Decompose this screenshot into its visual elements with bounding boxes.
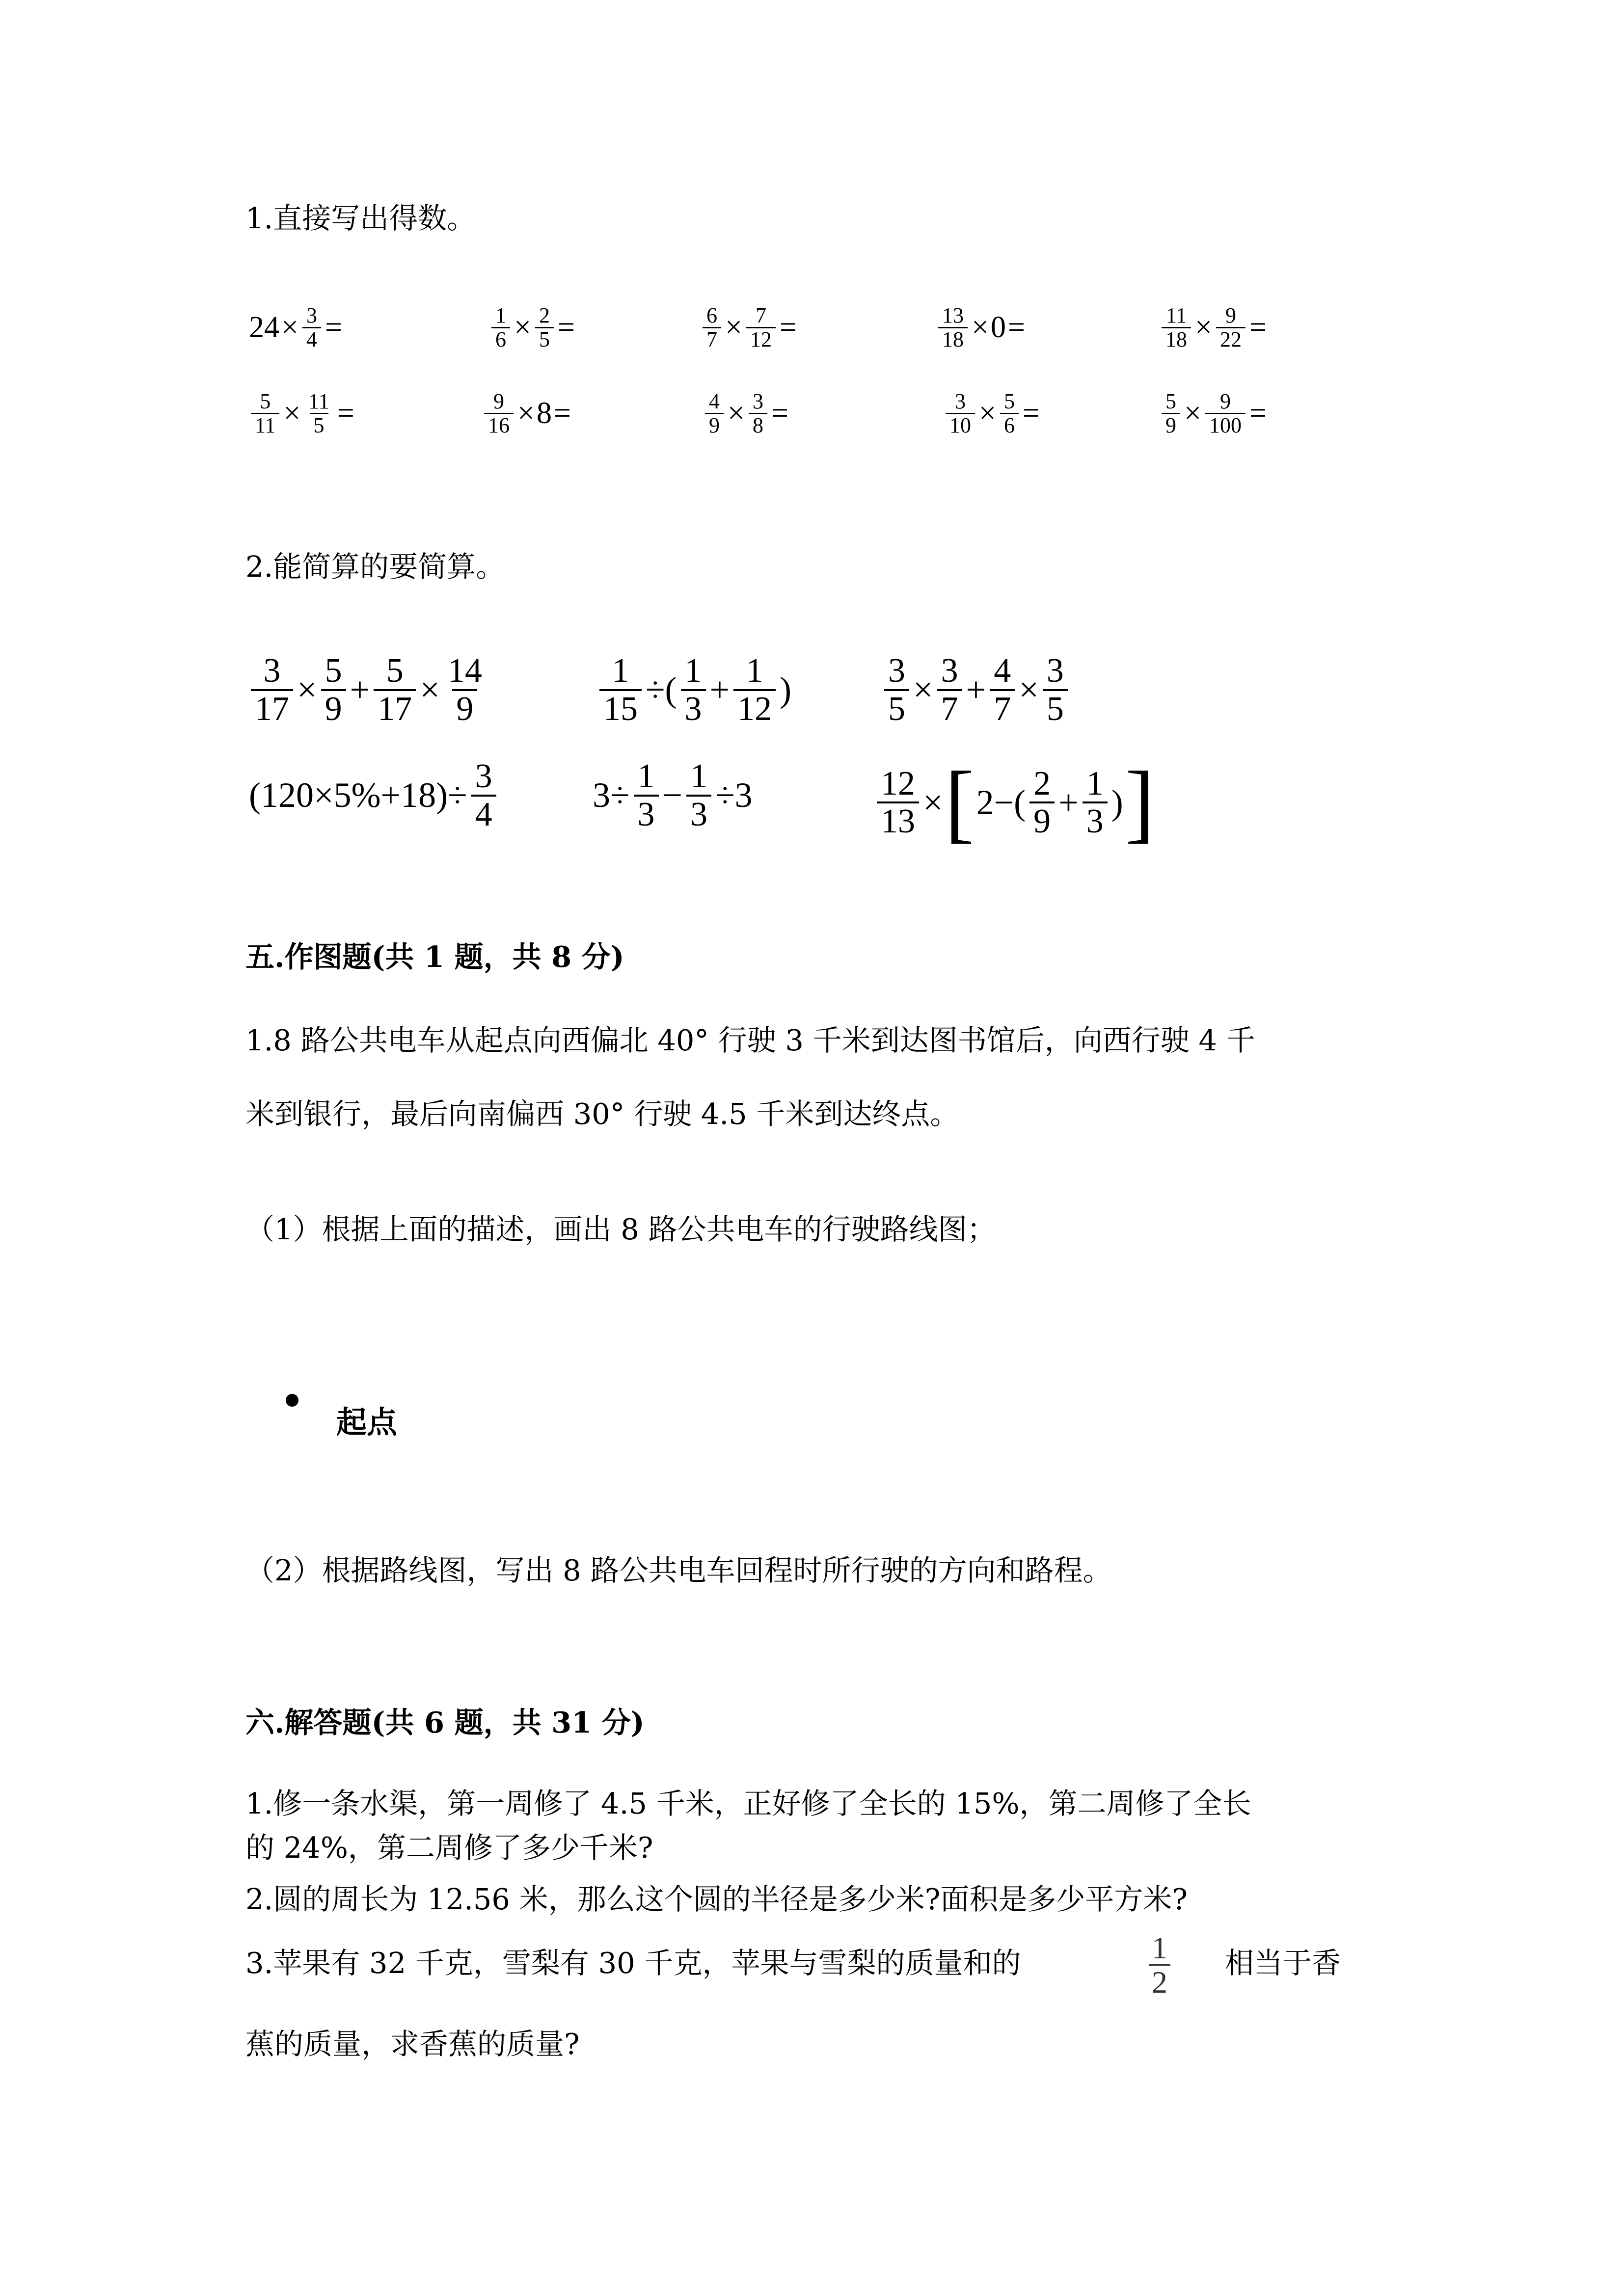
answer-q3-fraction [1149,1931,1170,1999]
answer-q1-line1: 1.修一条水渠，第一周修了 4.5 千米，正好修了全长的 15%，第二周修了全长 [245,1787,1251,1820]
expr-simplify-3: $\frac{3}{5}$ × $\frac{3}{7}$ + $\frac{4}{7}$ × $\frac{3}{5}$ [881,653,1071,746]
question-direct-calc: 1.直接写出得数。 [245,201,476,235]
expr-simplify-5: 3÷ $\frac{1}{3}$ − $\frac{1}{3}$ ÷3 [593,757,753,833]
expr-direct-1: 24× $\frac{3}{4}$ = [249,303,342,352]
expr-simplify-2: $\frac{1}{15}$ ÷( $\frac{1}{3}$ + $\frac{1}{12}$ ) [596,653,792,746]
section6-heading: 六.解答题(共 6 题，共 31 分) [245,1706,645,1739]
answer-q3-line1-tail: 相当于香 [1225,1946,1341,1980]
expr-simplify-1: $\frac{3}{17}$ × $\frac{5}{9}$ + $\frac{5}{17}$ × $\frac{14}{9}$ [248,653,489,746]
section5-subquestion-2: （2）根据路线图，写出 8 路公共电车回程时所行驶的方向和路程。 [245,1553,1112,1587]
expr-direct-10: $\frac{5}{9}$ × $\frac{9}{100}$ = [1159,390,1268,464]
answer-q2: 2.圆的周长为 12.56 米，那么这个圆的半径是多少米?面积是多少平方米? [245,1882,1188,1916]
expr-direct-3: $\frac{6}{7}$ × $\frac{7}{12}$ = [700,304,798,378]
expr-direct-8: $\frac{4}{9}$ × $\frac{3}{8}$ = [702,390,789,464]
fraction-numerator: 1 [1152,1930,1167,1965]
section5-paragraph-line2: 米到银行，最后向南偏西 30° 行驶 4.5 千米到达终点。 [245,1097,959,1131]
expr-direct-4: $\frac{13}{18}$ ×0= [935,304,1026,378]
expr-direct-2: $\frac{1}{6}$ × $\frac{2}{5}$ = [488,304,576,378]
question-simplify: 2.能简算的要简算。 [245,550,505,584]
expr-direct-9: $\frac{3}{10}$ × $\frac{5}{6}$ = [943,390,1041,464]
answer-q3-line2: 蕉的质量，求香蕉的质量? [245,2027,580,2061]
section5-subquestion-1: （1）根据上面的描述，画出 8 路公共电车的行驶路线图； [245,1212,996,1246]
expr-simplify-4: (120×5%+18)÷ $\frac{3}{4}$ [248,758,499,852]
section5-heading: 五.作图题(共 1 题，共 8 分) [245,940,624,974]
answer-q1-line2: 的 24%，第二周修了多少千米? [245,1831,653,1865]
start-point-label: 起点 [336,1404,398,1440]
expr-direct-5: $\frac{11}{18}$ × $\frac{9}{22}$ = [1159,304,1268,378]
expr-simplify-6: $\frac{12}{13}$ ×[2−( $\frac{2}{9}$ + $\frac{1}{3}$ )] [874,758,1156,852]
section5-paragraph-line1: 1.8 路公共电车从起点向西偏北 40° 行驶 3 千米到达图书馆后，向西行驶 4 千 [245,1023,1255,1057]
expr-direct-6: $\frac{5}{11}$ × $\frac{11}{5}$ = [248,390,355,464]
fraction-denominator: 2 [1149,1964,1170,1999]
start-point-dot [286,1394,298,1407]
expr-direct-7: $\frac{9}{16}$ ×8= [481,390,572,464]
answer-q3-line1: 3.苹果有 32 千克，雪梨有 30 千克，苹果与雪梨的质量和的 [245,1946,1021,1980]
